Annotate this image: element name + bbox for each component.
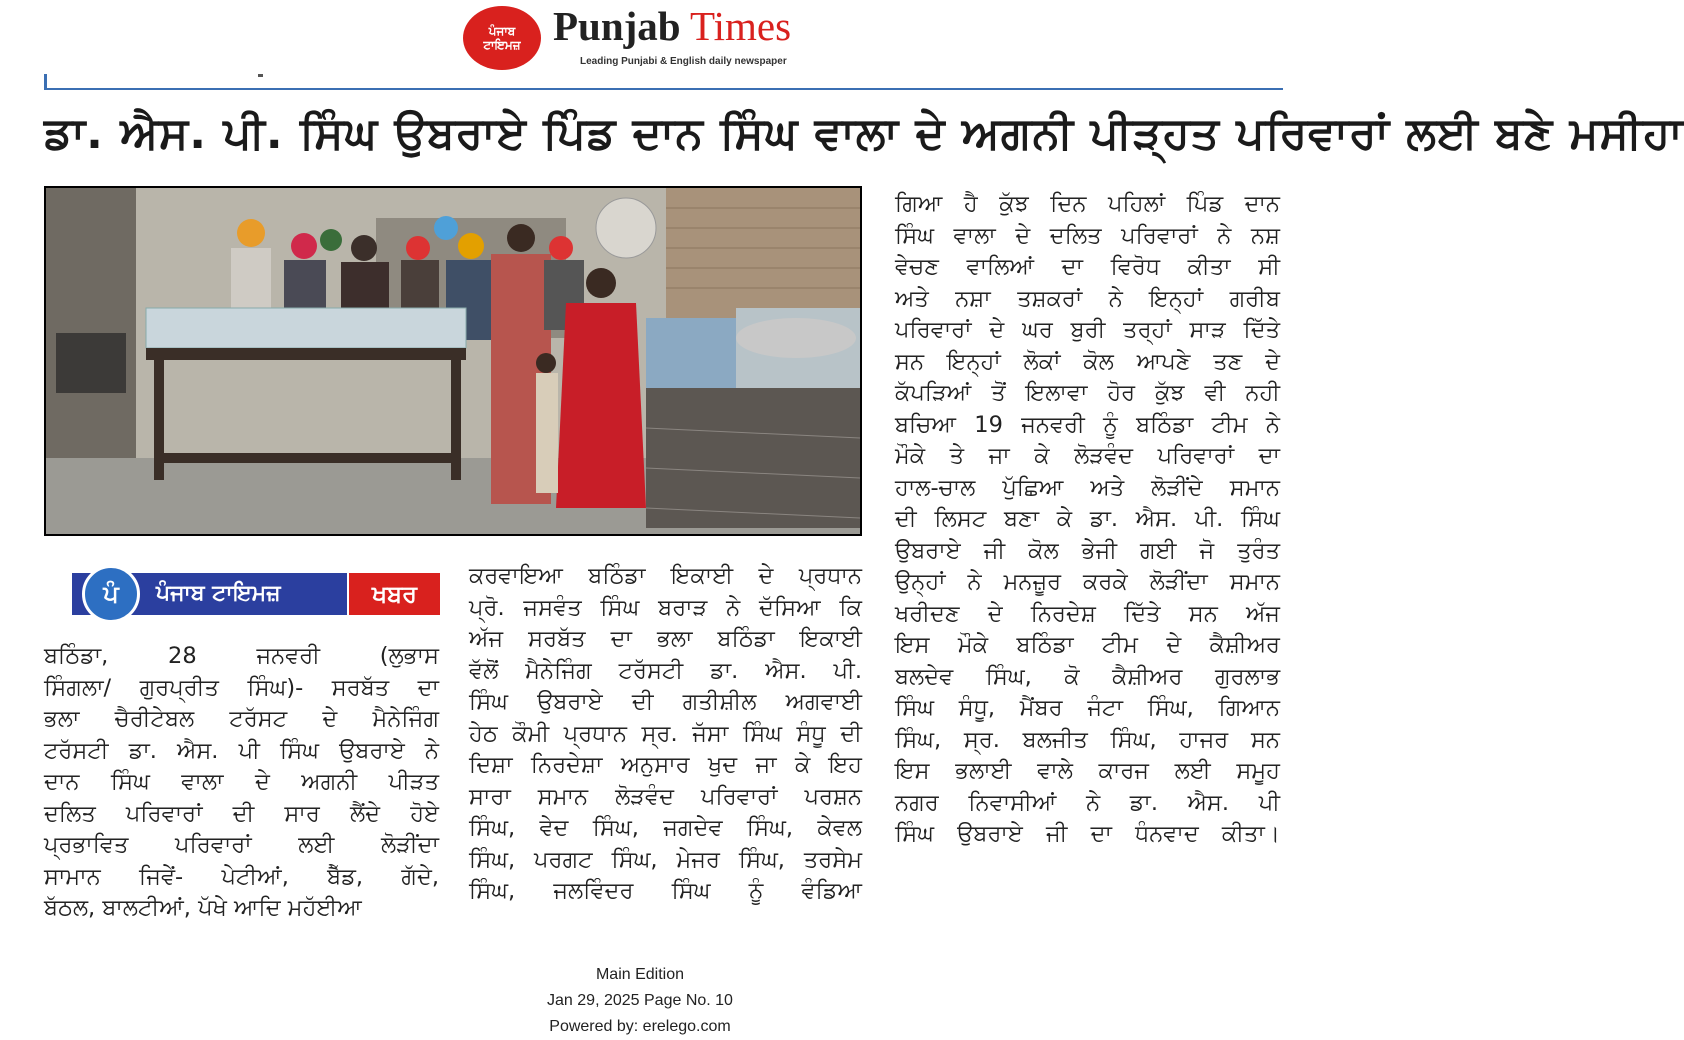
article-text-line: ਸਿੰਘ, ਪਰਗਟ ਸਿੰਘ, ਮੇਜਰ ਸਿੰਘ, ਤਰਸੇਮ — [469, 846, 862, 873]
brand-name-first: Punjab — [553, 3, 681, 49]
article-text-line: ਉਨ੍ਹਾਂ ਨੇ ਮਨਜ਼ੂਰ ਕਰਕੇ ਲੋੜੀਂਦਾ ਸਮਾਨ — [895, 569, 1280, 595]
logo-text-line2: ਟਾਇਮਜ਼ — [483, 38, 521, 52]
banner-logo-icon: ਪੰ — [82, 565, 140, 623]
article-column-3 — [895, 189, 1280, 851]
article-text-line: ਸਾਮਾਨ ਜਿਵੇਂ- ਪੇਟੀਆਂ, ਬੈੱਡ, ਗੱਦੇ, — [44, 863, 439, 890]
article-text-line: ਕਰਵਾਇਆ ਬਠਿੰਡਾ ਇਕਾਈ ਦੇ ਪ੍ਰਧਾਨ — [469, 563, 862, 589]
article-text-line: ਖਰੀਦਣ ਦੇ ਨਿਰਦੇਸ਼ ਦਿੱਤੇ ਸਨ ਅੱਜ — [895, 600, 1280, 627]
edition-label: Main Edition — [595, 966, 685, 983]
article-text-line: ਪਰਿਵਾਰਾਂ ਦੇ ਘਰ ਬੁਰੀ ਤਰ੍ਹਾਂ ਸਾੜ ਦਿੱਤੇ — [895, 317, 1280, 343]
article-text-line: ਅਤੇ ਨਸ਼ਾ ਤਸ਼ਕਰਾਂ ਨੇ ਇਨ੍ਹਾਂ ਗਰੀਬ — [895, 285, 1280, 312]
masthead-tagline: Leading Punjabi & English daily newspaper — [580, 56, 787, 67]
article-text-line: ਬੱਠਲ, ਬਾਲਟੀਆਂ, ਪੱਖੇ ਆਦਿ ਮਹੱਈਆ — [44, 895, 362, 921]
article-text-line: ਸਿੰਘ ਸੰਧੂ, ਮੈਂਬਰ ਜੰਟਾ ਸਿੰਘ, ਗਿਆਨ — [895, 695, 1280, 721]
page-footer — [440, 962, 840, 1040]
article-text-line: ਸਿੰਘ ਉਬਰਾਏ ਜੀ ਦਾ ਧੰਨਵਾਦ ਕੀਤਾ। — [895, 821, 1280, 847]
date-page-label: Jan 29, 2025 Page No. 10 — [547, 992, 733, 1009]
article-text-line: ਭਲਾ ਚੈਰੀਟੇਬਲ ਟਰੱਸਟ ਦੇ ਮੈਨੇਜਿੰਗ — [44, 706, 439, 732]
newspaper-logo — [463, 6, 541, 70]
article-text-line: ਹੇਠ ਕੌਮੀ ਪ੍ਰਧਾਨ ਸ੍ਰ. ਜੱਸਾ ਸਿੰਘ ਸੰਧੂ ਦੀ — [469, 720, 862, 747]
article-headline: ਡਾ. ਐਸ. ਪੀ. ਸਿੰਘ ਉਬਰਾਏ ਪਿੰਡ ਦਾਨ ਸਿੰਘ ਵਾਲਾ ਦੇ ਅਗਨੀ ਪੀੜ੍ਹਤ ਪਰਿਵਾਰਾਂ ਲਈ ਬਣੇ ਮਸੀਹਾ — [44, 108, 1684, 159]
article-text-line: ਪ੍ਰੋ. ਜਸਵੰਤ ਸਿੰਘ ਬਰਾੜ ਨੇ ਦੱਸਿਆ ਕਿ — [469, 594, 862, 621]
article-text-line: ਸਿੰਗਲਾ/ ਗੁਰਪ੍ਰੀਤ ਸਿੰਘ)- ਸਰਬੱਤ ਦਾ — [44, 674, 439, 701]
article-text-line: ਅੱਜ ਸਰਬੱਤ ਦਾ ਭਲਾ ਬਠਿੰਡਾ ਇਕਾਈ — [469, 626, 862, 652]
article-text-line: ਸਿੰਘ, ਵੇਦ ਸਿੰਘ, ਜਗਦੇਵ ਸਿੰਘ, ਕੇਵਲ — [469, 815, 862, 841]
top-divider — [44, 74, 1283, 90]
article-text-line: ਸਨ ਇਨ੍ਹਾਂ ਲੋਕਾਂ ਕੋਲ ਆਪਣੇ ਤਣ ਦੇ — [895, 348, 1280, 375]
article-text-line: ਸਿੰਘ, ਸ੍ਰ. ਬਲਜੀਤ ਸਿੰਘ, ਹਾਜਰ ਸਨ — [895, 726, 1280, 753]
article-text-line: ਦਾਨ ਸਿੰਘ ਵਾਲਾ ਦੇ ਅਗਨੀ ਪੀੜਤ — [44, 769, 439, 795]
article-text-line: ਦੀ ਲਿਸਟ ਬਣਾ ਕੇ ਡਾ. ਐਸ. ਪੀ. ਸਿੰਘ — [895, 506, 1280, 532]
article-text-line: ਟਰੱਸਟੀ ਡਾ. ਐਸ. ਪੀ ਸਿੰਘ ਉਬਰਾਏ ਨੇ — [44, 737, 439, 764]
article-text-line: ਦਿਸ਼ਾ ਨਿਰਦੇਸ਼ਾ ਅਨੁਸਾਰ ਖੁਦ ਜਾ ਕੇ ਇਹ — [469, 752, 862, 778]
article-text-line: ਉਬਰਾਏ ਜੀ ਕੋਲ ਭੇਜੀ ਗਈ ਜੋ ਤੁਰੰਤ — [895, 537, 1280, 564]
article-text-line: ਸਿੰਘ ਉਬਰਾਏ ਦੀ ਗਤੀਸ਼ੀਲ ਅਗਵਾਈ — [469, 689, 862, 715]
article-text-line: ਇਸ ਮੌਕੇ ਬਠਿੰਡਾ ਟੀਮ ਦੇ ਕੈਸ਼ੀਅਰ — [895, 632, 1280, 658]
article-column-2 — [469, 561, 862, 908]
article-text-line: ਸਿੰਘ ਵਾਲਾ ਦੇ ਦਲਿਤ ਪਰਿਵਾਰਾਂ ਨੇ ਨਸ਼ — [895, 222, 1280, 249]
article-text-line: ਵੱਲੋਂ ਮੈਨੇਜਿੰਗ ਟਰੱਸਟੀ ਡਾ. ਐਸ. ਪੀ. — [469, 657, 862, 684]
article-text-line: ਨਗਰ ਨਿਵਾਸੀਆਂ ਨੇ ਡਾ. ਐਸ. ਪੀ — [895, 789, 1280, 816]
article-text-line: ਮੌਕੇ ਤੇ ਜਾ ਕੇ ਲੋੜਵੰਦ ਪਰਿਵਾਰਾਂ ਦਾ — [895, 443, 1280, 469]
publication-banner — [72, 573, 440, 615]
article-text-line: ਦਲਿਤ ਪਰਿਵਾਰਾਂ ਦੀ ਸਾਰ ਲੈਂਦੇ ਹੋਏ — [44, 800, 439, 827]
article-photo — [44, 186, 862, 536]
article-text-line: ਇਸ ਭਲਾਈ ਵਾਲੇ ਕਾਰਜ ਲਈ ਸਮੂਹ — [895, 758, 1280, 784]
article-text-line: ਬਲਦੇਵ ਸਿੰਘ, ਕੋ ਕੈਸ਼ੀਅਰ ਗੁਰਲਾਭ — [895, 663, 1280, 690]
article-text-line: ਕੱਪੜਿਆਂ ਤੋਂ ਇਲਾਵਾ ਹੋਰ ਕੁੱਝ ਵੀ ਨਹੀ — [895, 380, 1280, 406]
article-text-line: ਬਠਿੰਡਾ, 28 ਜਨਵਰੀ (ਲੁਭਾਸ — [44, 643, 439, 669]
divider-mark — [258, 74, 263, 77]
logo-text-line1: ਪੰਜਾਬ — [488, 24, 516, 38]
banner-red-block — [349, 573, 440, 615]
brand-name-second: Times — [690, 3, 792, 49]
article-text-line: ਹਾਲ-ਚਾਲ ਪੁੱਛਿਆ ਅਤੇ ਲੋੜੀਂਦੇ ਸਮਾਨ — [895, 474, 1280, 501]
article-text-line: ਬਚਿਆ 19 ਜਨਵਰੀ ਨੂੰ ਬਠਿੰਡਾ ਟੀਮ ਨੇ — [895, 411, 1280, 438]
banner-tag: ਖਬਰ — [371, 580, 418, 608]
article-column-1 — [44, 641, 439, 925]
article-text-line: ਸਾਰਾ ਸਮਾਨ ਲੋੜਵੰਦ ਪਰਿਵਾਰਾਂ ਪਰਸ਼ਨ — [469, 783, 862, 810]
powered-by-label: Powered by: erelego.com — [549, 1018, 731, 1035]
article-text-line: ਗਿਆ ਹੈ ਕੁੱਝ ਦਿਨ ਪਹਿਲਾਂ ਪਿੰਡ ਦਾਨ — [895, 191, 1280, 217]
banner-title: ਪੰਜਾਬ ਟਾਇਮਜ਼ — [156, 581, 281, 606]
article-text-line: ਸਿੰਘ, ਜਲਵਿੰਦਰ ਸਿੰਘ ਨੂੰ ਵੰਡਿਆ — [469, 878, 862, 904]
article-text-line: ਪ੍ਰਭਾਵਿਤ ਪਰਿਵਾਰਾਂ ਲਈ ਲੋੜੀਂਦਾ — [44, 832, 439, 858]
article-text-line: ਵੇਚਣ ਵਾਲਿਆਂ ਦਾ ਵਿਰੋਧ ਕੀਤਾ ਸੀ — [895, 254, 1280, 280]
